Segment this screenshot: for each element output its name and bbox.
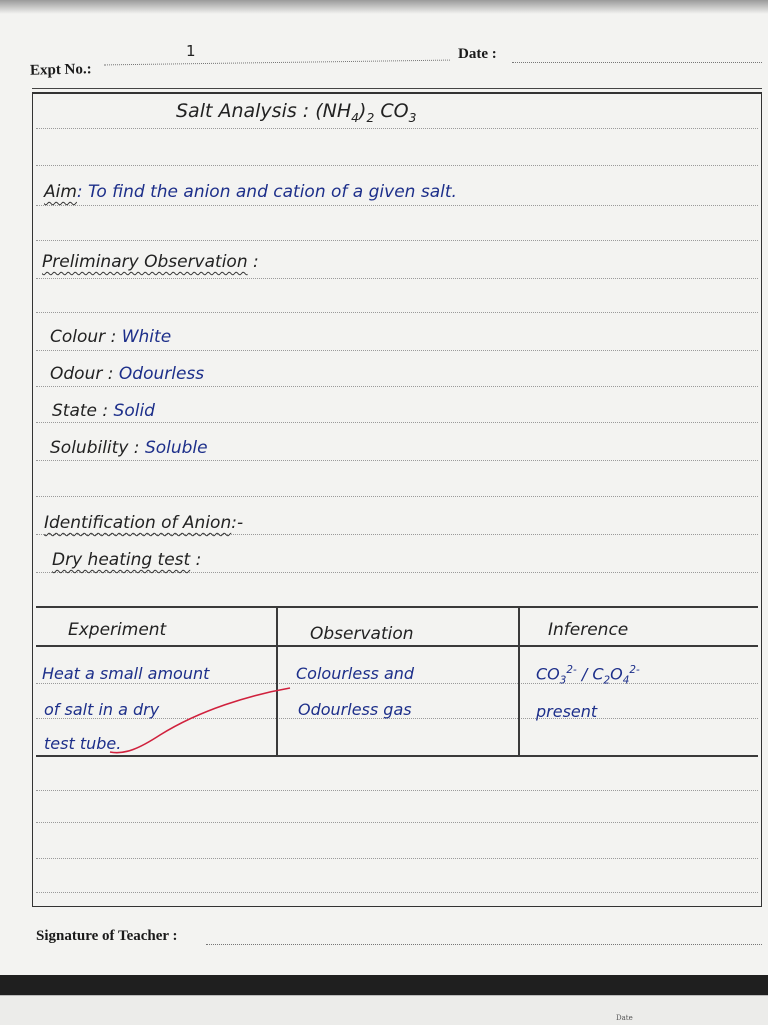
ruled-line — [36, 312, 758, 313]
next-page-edge — [0, 995, 768, 1025]
obs-solubility: Solubility : Soluble — [50, 438, 208, 458]
ruled-line — [36, 892, 758, 893]
ruled-line — [36, 572, 758, 573]
dry-heating-heading: Dry heating test : — [52, 550, 202, 570]
page-edge-shadow — [0, 0, 768, 14]
date-label: Date : — [458, 46, 497, 62]
aim-text: : To find the anion and cation of a given salt. — [76, 182, 457, 202]
experiment-line-1: Heat a small amount — [42, 664, 210, 683]
ruled-line — [36, 386, 758, 387]
expt-no-label: Expt No.: — [29, 61, 92, 79]
expt-no-value: 1 — [186, 42, 196, 60]
ruled-line — [36, 460, 758, 461]
ruled-line — [36, 350, 758, 351]
ruled-line — [36, 790, 758, 791]
observation-line-2: Odourless gas — [298, 700, 412, 719]
table-header-border — [36, 645, 758, 647]
table-col-divider — [518, 606, 520, 756]
red-pen-mark — [100, 680, 300, 760]
content-frame — [32, 92, 762, 907]
preliminary-heading: Preliminary Observation : — [42, 252, 259, 272]
ruled-line — [36, 534, 758, 535]
table-header-experiment: Experiment — [68, 620, 167, 640]
expt-no-line — [104, 60, 450, 66]
signature-label: Signature of Teacher : — [36, 928, 178, 944]
ruled-line — [36, 240, 758, 241]
frame-top-rule — [32, 88, 762, 89]
experiment-line-2: of salt in a dry — [44, 700, 160, 719]
ruled-line — [36, 422, 758, 423]
ruled-line — [36, 822, 758, 823]
aim-label: Aim — [44, 182, 77, 202]
observation-line-1: Colourless and — [296, 664, 415, 683]
signature-line — [206, 944, 762, 945]
obs-odour: Odour : Odourless — [50, 364, 205, 384]
ruled-line — [36, 165, 758, 166]
page-title: Salt Analysis : $(NH_4)_2$ $CO_3$ — [176, 100, 417, 125]
inference-line-2: present — [536, 702, 598, 721]
experiment-line-3: test tube. — [44, 734, 122, 753]
obs-state: State : Solid — [52, 401, 155, 421]
date-line — [512, 62, 762, 63]
ruled-line — [36, 278, 758, 279]
obs-colour: Colour : White — [50, 327, 172, 347]
ruled-line — [36, 496, 758, 497]
table-top-border — [36, 606, 758, 608]
next-page-date-label: Date — [616, 1014, 633, 1022]
ruled-line — [36, 128, 758, 129]
ruled-line — [36, 858, 758, 859]
anion-heading: Identification of Anion:- — [44, 513, 244, 533]
table-header-inference: Inference — [548, 620, 629, 640]
ruled-line — [36, 205, 758, 206]
table-header-observation: Observation — [310, 624, 414, 644]
aim-line — [44, 182, 457, 202]
inference-line-1: $CO_3^{2-} / C_2O_4^{2-}$ — [536, 664, 640, 687]
